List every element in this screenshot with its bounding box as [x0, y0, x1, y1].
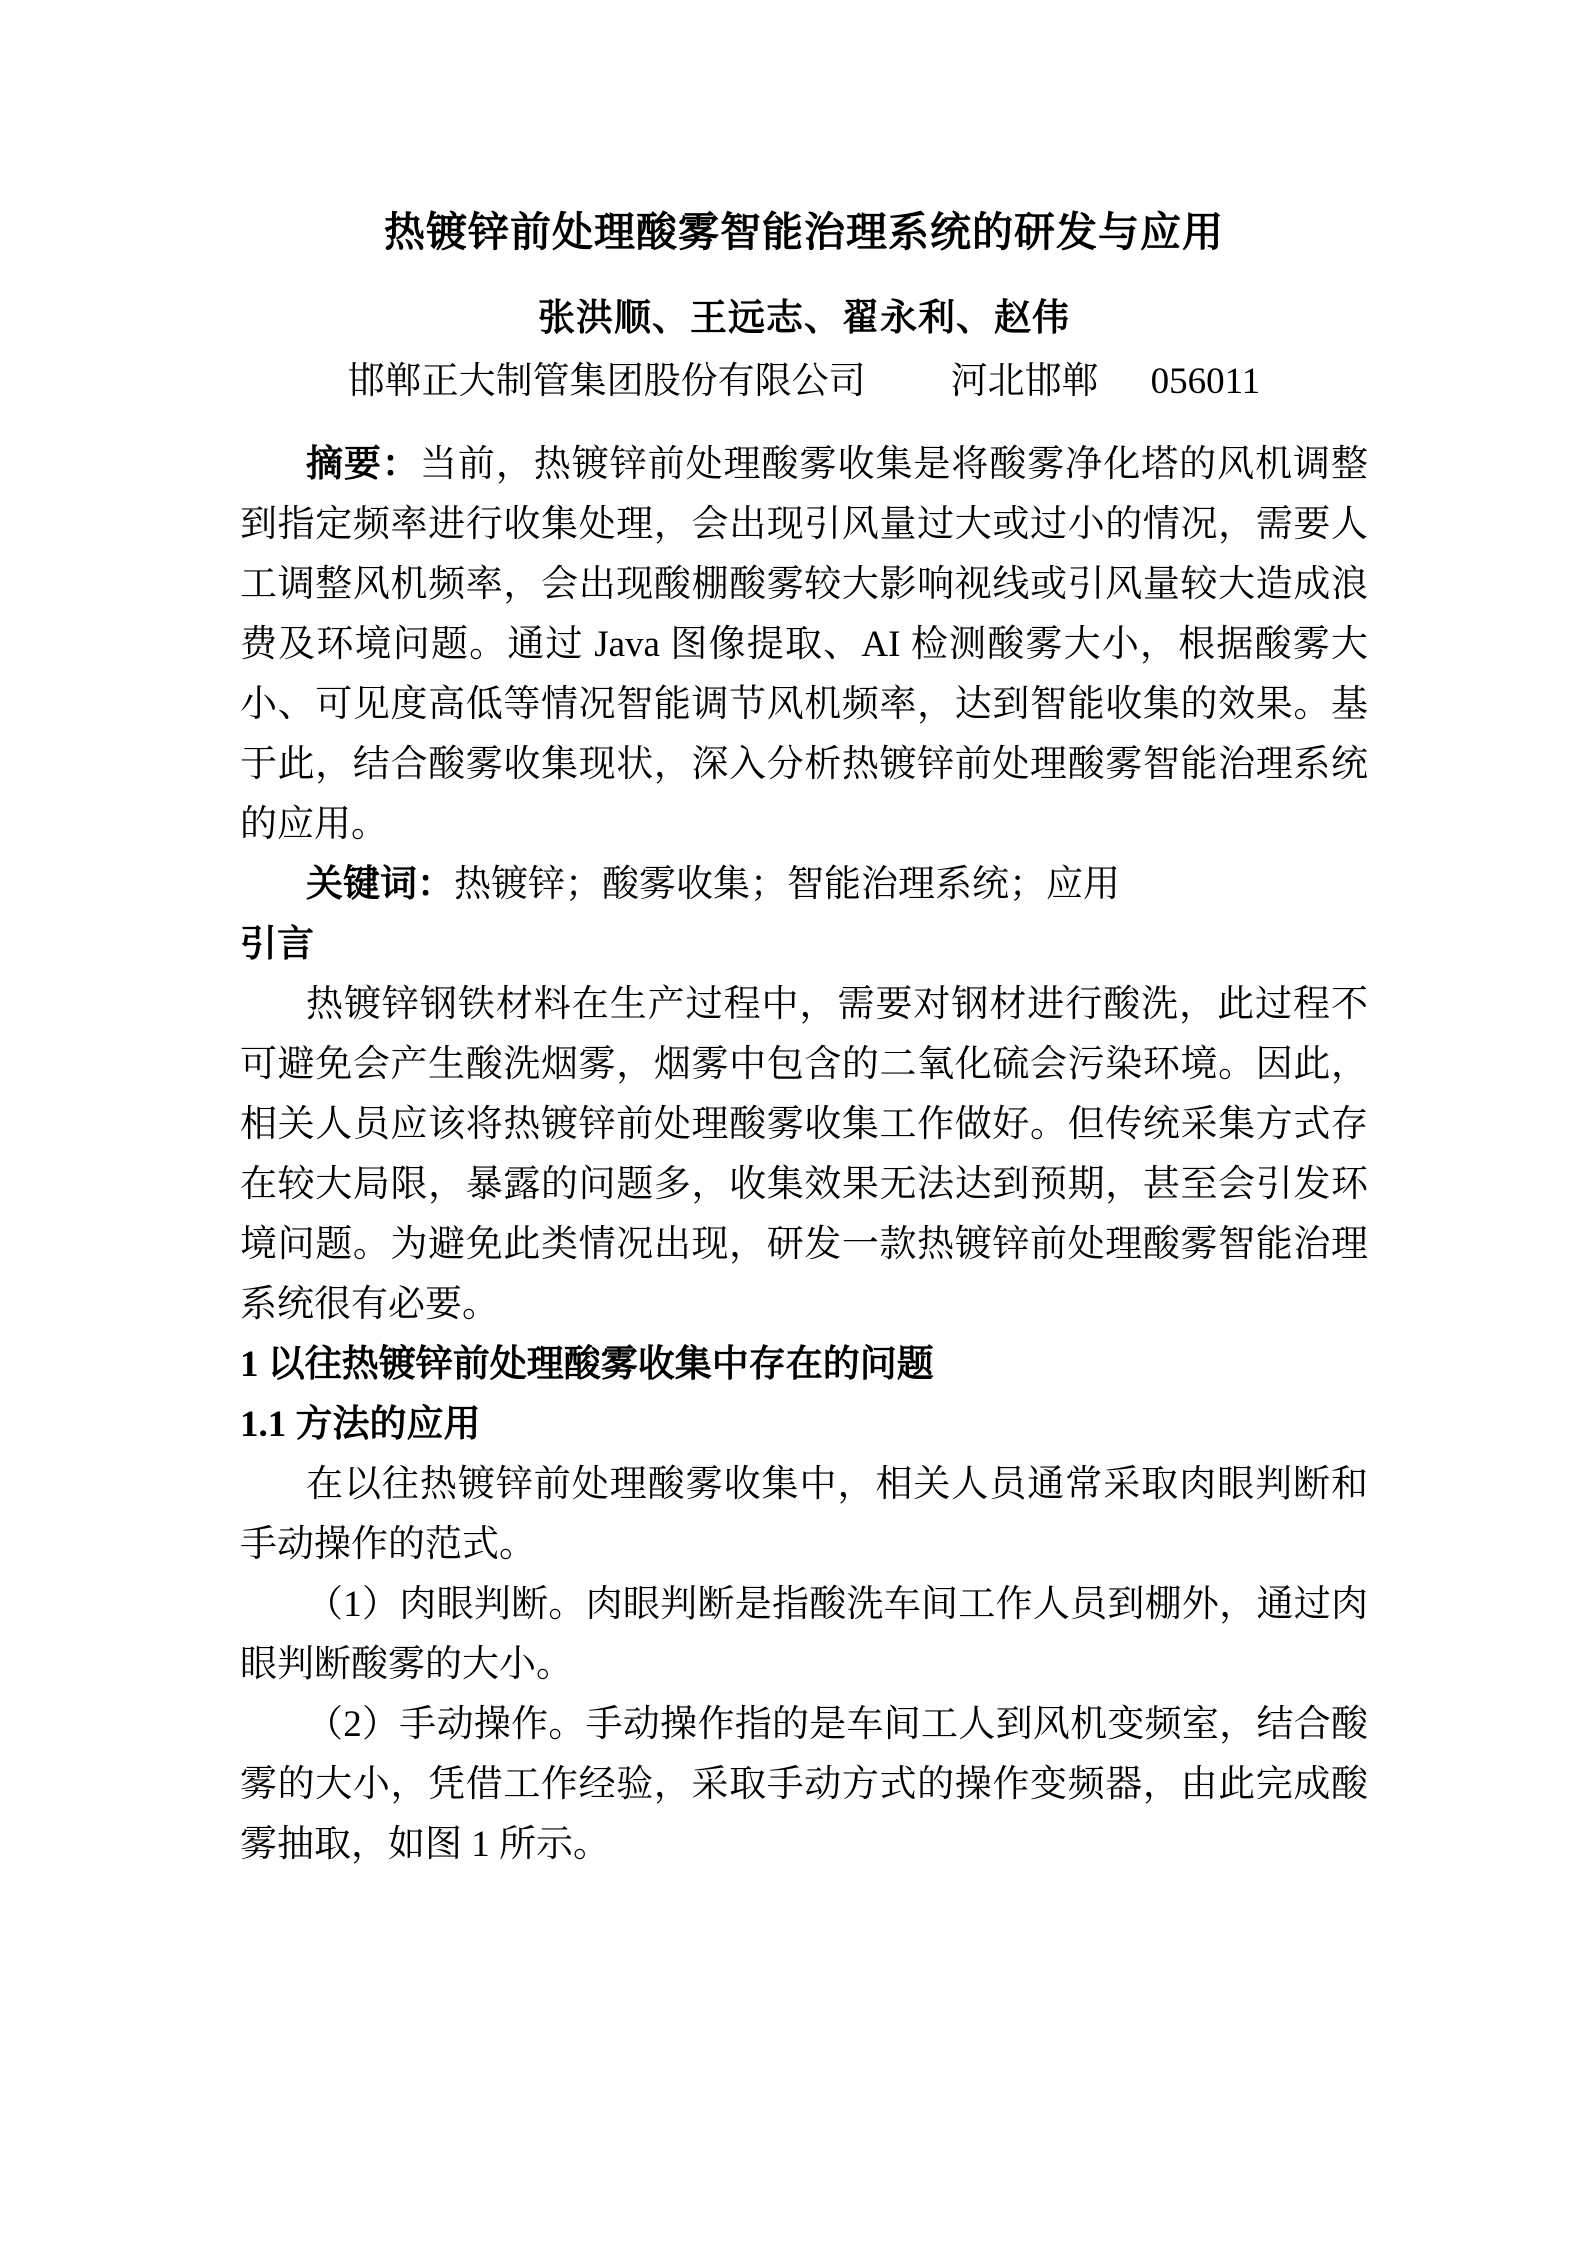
intro-heading: 引言: [240, 924, 314, 965]
section-1-heading: 1 以往热镀锌前处理酸雾收集中存在的问题: [240, 1344, 934, 1385]
affiliation-company: 邯郸正大制管集团股份有限公司: [347, 361, 866, 402]
affiliation-line: [240, 362, 1368, 402]
authors-line: 张洪顺、王远志、翟永利、赵伟: [538, 298, 1070, 339]
page-title: 热镀锌前处理酸雾智能治理系统的研发与应用: [384, 209, 1224, 255]
section-1-1-heading: 1.1 方法的应用: [240, 1404, 481, 1445]
method-intro-paragraph: 在以往热镀锌前处理酸雾收集中，相关人员通常采取肉眼判断和手动操作的范式。: [240, 1464, 1368, 1565]
affiliation-postcode: 056011: [1150, 361, 1261, 402]
abstract-paragraph: [240, 435, 1368, 855]
abstract-label: 摘要：: [306, 444, 420, 485]
document-body: [240, 435, 1368, 1875]
keywords-label: 关键词：: [306, 864, 454, 905]
method-item-1-paragraph: （1）肉眼判断。肉眼判断是指酸洗车间工作人员到棚外，通过肉眼判断酸雾的大小。: [240, 1584, 1368, 1685]
affiliation-location: 河北邯郸: [950, 361, 1099, 402]
keywords-paragraph: [240, 855, 1368, 915]
abstract-text: 当前，热镀锌前处理酸雾收集是将酸雾净化塔的风机调整到指定频率进行收集处理，会出现引风量过大或过小的情况，需要人工调整风机频率，会出现酸棚酸雾较大影响视线或引风量较大造成浪费及环境问题。通过 Java 图像提取、AI 检测酸雾大小，根据酸雾大小、可见度高低等情况智能调节风机频率，达到智能收集的效果。基于此，结合酸雾收集现状，深入分析热镀锌前处理酸雾智能治理系统的应用。: [240, 444, 1369, 845]
intro-paragraph: 热镀锌钢铁材料在生产过程中，需要对钢材进行酸洗，此过程不可避免会产生酸洗烟雾，烟雾中包含的二氧化硫会污染环境。因此，相关人员应该将热镀锌前处理酸雾收集工作做好。但传统采集方式存在较大局限，暴露的问题多，收集效果无法达到预期，甚至会引发环境问题。为避免此类情况出现，研发一款热镀锌前处理酸雾智能治理系统很有必要。: [240, 984, 1368, 1325]
keywords-text: 热镀锌；酸雾收集；智能治理系统；应用: [454, 864, 1120, 905]
method-item-2-paragraph: （2）手动操作。手动操作指的是车间工人到风机变频室，结合酸雾的大小，凭借工作经验，采取手动方式的操作变频器，由此完成酸雾抽取，如图 1 所示。: [240, 1704, 1368, 1865]
